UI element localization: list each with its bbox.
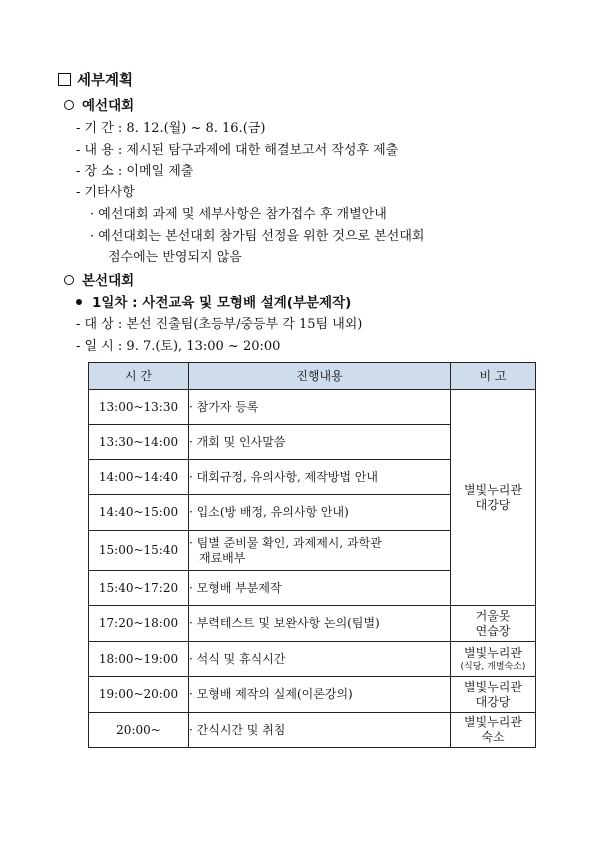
header-content: 진행내용 bbox=[189, 363, 451, 390]
header-note: 비 고 bbox=[451, 363, 536, 390]
main-date: - 일 시 : 9. 7.(토), 13:00 ~ 20:00 bbox=[76, 339, 281, 354]
row-note bbox=[451, 677, 536, 713]
row-content: · 간식시간 및 취침 bbox=[189, 713, 451, 748]
row-content: · 모형배 제작의 실제(이론강의) bbox=[189, 677, 451, 713]
row-content bbox=[189, 531, 451, 571]
checkbox-square-icon bbox=[58, 73, 71, 86]
note-line: 대강당 bbox=[475, 497, 511, 512]
table-row bbox=[89, 713, 536, 748]
row-time: 13:30~14:00 bbox=[89, 425, 189, 460]
main-target: - 대 상 : 본선 진출팀(초등부/중등부 각 15팀 내외) bbox=[76, 317, 363, 332]
row-content: · 석식 및 휴식시간 bbox=[189, 642, 451, 677]
main-heading-text: 본선대회 bbox=[82, 273, 135, 289]
row-time: 15:40~17:20 bbox=[89, 571, 189, 606]
row-note bbox=[451, 606, 536, 642]
prelim-etc-item-1: · 예선대회 과제 및 세부사항은 참가접수 후 개별안내 bbox=[90, 207, 387, 222]
prelim-etc-item-2-cont: 점수에는 반영되지 않음 bbox=[108, 250, 242, 265]
filled-bullet-icon bbox=[76, 299, 82, 305]
table-row bbox=[89, 606, 536, 642]
table-header-row bbox=[89, 363, 536, 390]
prelim-period: - 기 간 : 8. 12.(월) ~ 8. 16.(금) bbox=[76, 121, 266, 136]
note-line: 별빛누리관 bbox=[464, 645, 522, 660]
row-time: 19:00~20:00 bbox=[89, 677, 189, 713]
row-time: 13:00~13:30 bbox=[89, 390, 189, 425]
row-note-merged bbox=[451, 390, 536, 606]
prelim-etc: - 기타사항 bbox=[76, 185, 135, 200]
row-content: · 개회 및 인사말씀 bbox=[189, 425, 451, 460]
circle-bullet-icon bbox=[64, 100, 74, 110]
circle-bullet-icon bbox=[64, 275, 74, 285]
section-heading bbox=[58, 72, 133, 90]
row-time: 17:20~18:00 bbox=[89, 606, 189, 642]
row-content: · 부력테스트 및 보완사항 논의(팀별) bbox=[189, 606, 451, 642]
prelim-content: - 내 용 : 제시된 탐구과제에 대한 해결보고서 작성후 제출 bbox=[76, 143, 399, 158]
table-row bbox=[89, 390, 536, 425]
row-time: 15:00~15:40 bbox=[89, 531, 189, 571]
prelim-heading bbox=[64, 97, 134, 115]
row-note bbox=[451, 642, 536, 677]
row-content: · 모형배 부분제작 bbox=[189, 571, 451, 606]
note-line: 숙소 bbox=[481, 730, 505, 744]
row-content: · 입소(방 배정, 유의사항 안내) bbox=[189, 495, 451, 531]
row-time: 14:00~14:40 bbox=[89, 460, 189, 495]
note-line: 연습장 bbox=[475, 623, 511, 638]
row-content: · 대회규정, 유의사항, 제작방법 안내 bbox=[189, 460, 451, 495]
row-content: · 참가자 등록 bbox=[189, 390, 451, 425]
table-row bbox=[89, 677, 536, 713]
note-line: 거울못 bbox=[475, 608, 511, 623]
note-line: 별빛누리관 bbox=[464, 679, 522, 694]
main-heading bbox=[64, 272, 134, 290]
prelim-place: - 장 소 : 이메일 제출 bbox=[76, 164, 194, 179]
note-line: 대강당 bbox=[475, 694, 511, 709]
day1-heading-text: 1일차 : 사전교육 및 모형배 설계(부분제작) bbox=[92, 295, 352, 311]
prelim-heading-text: 예선대회 bbox=[82, 98, 135, 114]
note-line-small: (식당, 개별숙소) bbox=[460, 661, 526, 672]
row-note bbox=[451, 713, 536, 748]
row-time: 18:00~19:00 bbox=[89, 642, 189, 677]
prelim-etc-item-2: · 예선대회는 본선대회 참가팀 선정을 위한 것으로 본선대회 bbox=[90, 229, 425, 244]
header-time: 시 간 bbox=[89, 363, 189, 390]
row-content-line: 재료배부 bbox=[199, 550, 246, 565]
day1-heading bbox=[76, 294, 351, 312]
row-time: 14:40~15:00 bbox=[89, 495, 189, 531]
note-line: 별빛누리관 bbox=[464, 482, 522, 497]
row-time: 20:00~ bbox=[89, 713, 189, 748]
table-row bbox=[89, 642, 536, 677]
schedule-table bbox=[88, 362, 536, 748]
section-heading-text: 세부계획 bbox=[77, 73, 134, 89]
row-content-line: · 팀별 준비물 확인, 과제제시, 과학관 bbox=[189, 535, 382, 550]
note-line: 별빛누리관 bbox=[464, 715, 522, 729]
